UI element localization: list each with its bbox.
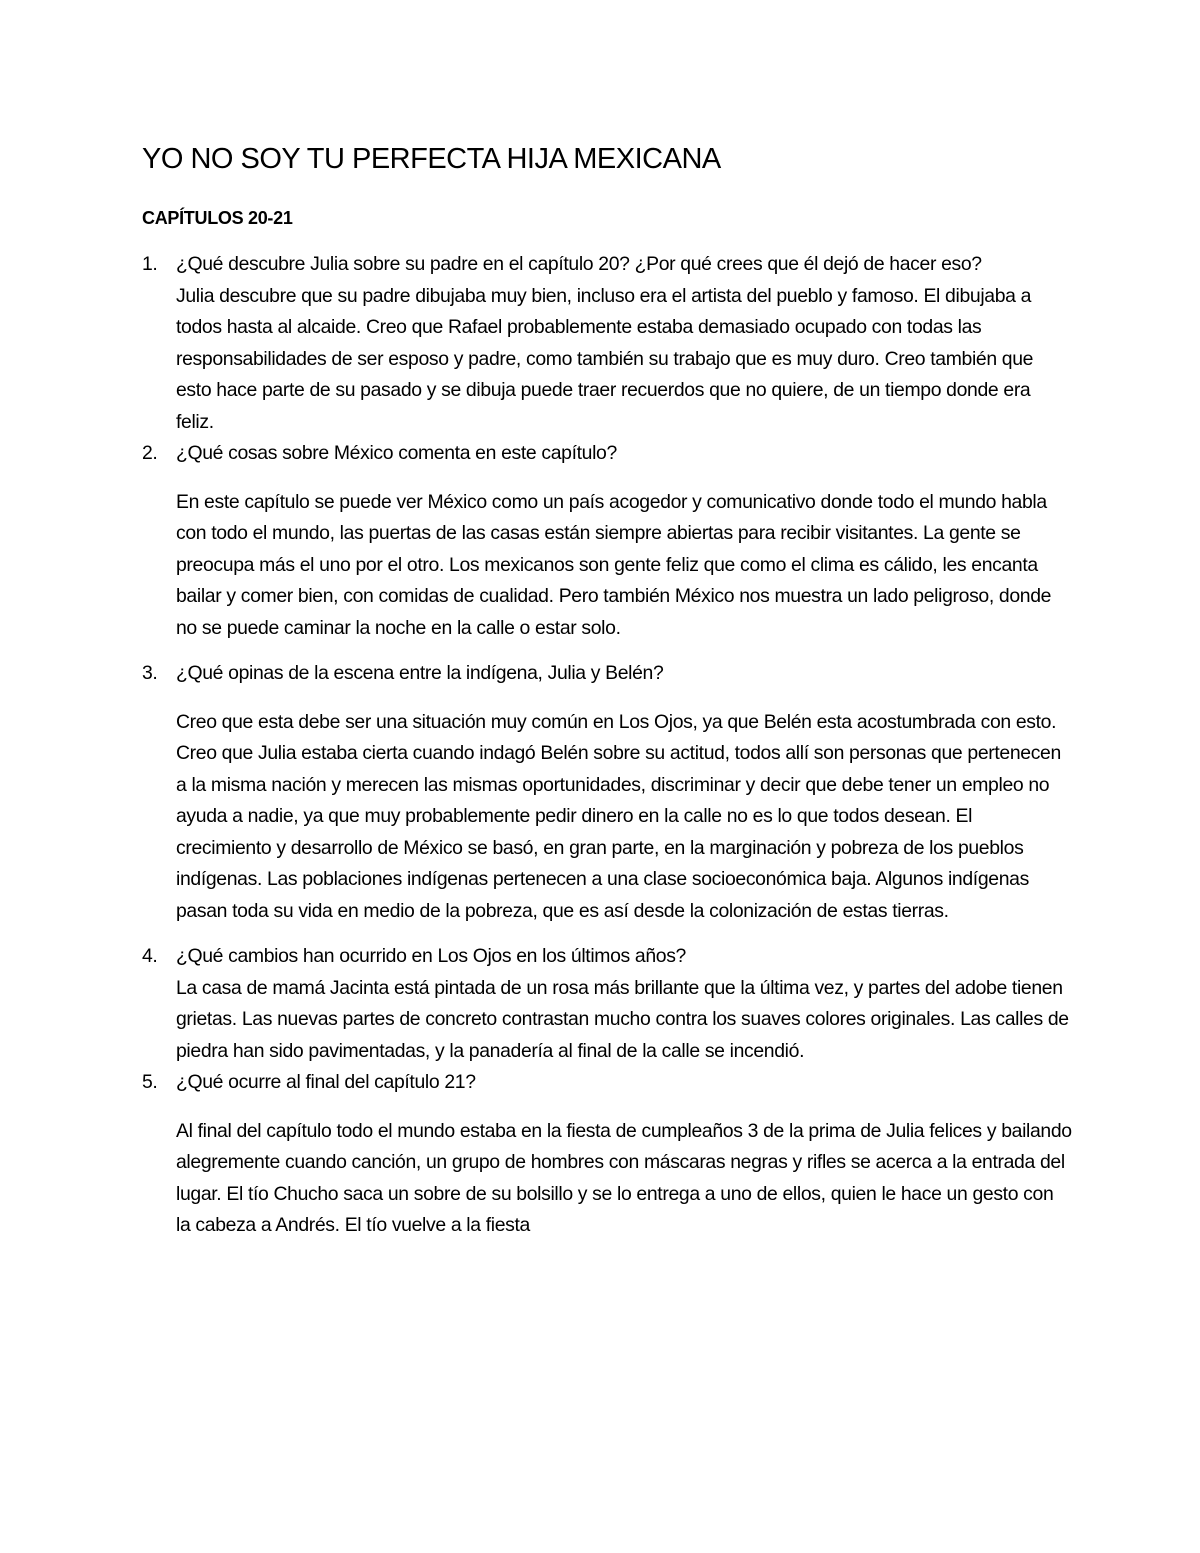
question-text: ¿Qué cosas sobre México comenta en este capítulo? xyxy=(176,442,617,464)
questions-list xyxy=(142,249,1072,1242)
question-item-4 xyxy=(142,941,1072,1067)
answer-text: En este capítulo se puede ver México como un país acogedor y comunicativo donde todo el mundo habla con todo el mundo, las puertas de las casas están siempre abiertas para recibir visitantes. La gente se preocupa más el uno por el otro. Los mexicanos son gente feliz que como el clima es cálido, les encanta bailar y comer bien, con comidas de cualidad. Pero también México nos muestra un lado peligroso, donde no se puede caminar la noche en la calle o estar solo. xyxy=(176,490,1052,639)
answer-text: La casa de mamá Jacinta está pintada de un rosa más brillante que la última vez, y partes del adobe tienen grietas. Las nuevas partes de concreto contrastan mucho contra los suaves colores originales. Las calles de piedra han sido pavimentadas, y la panadería al final de la calle se incendió. xyxy=(176,976,1069,1062)
question-text: ¿Qué descubre Julia sobre su padre en el capítulo 20? ¿Por qué crees que él dejó de hacer eso? xyxy=(176,253,982,275)
question-text: ¿Qué ocurre al final del capítulo 21? xyxy=(176,1071,476,1093)
question-item-3 xyxy=(142,658,1072,927)
question-text: ¿Qué cambios han ocurrido en Los Ojos en los últimos años? xyxy=(176,945,686,967)
answer-text: Al final del capítulo todo el mundo estaba en la fiesta de cumpleaños 3 de la prima de Julia felices y bailando alegremente cuando canción, un grupo de hombres con máscaras negras y rifles se acerca a la entrada del lugar. El tío Chucho saca un sobre de su bolsillo y se lo entrega a uno de ellos, quien le hace un gesto con la cabeza a Andrés. El tío vuelve a la fiesta xyxy=(176,1119,1072,1236)
question-number: 4. xyxy=(142,945,158,967)
answer-text: Julia descubre que su padre dibujaba muy bien, incluso era el artista del pueblo y famoso. El dibujaba a todos hasta al alcaide. Creo que Rafael probablemente estaba demasiado ocupado con todas las responsabilidades de ser esposo y padre, como también su trabajo que es muy duro. Creo también que esto hace parte de su pasado y se dibuja puede traer recuerdos que no quiere, de un tiempo donde era feliz. xyxy=(176,284,1034,433)
question-item-1 xyxy=(142,249,1072,438)
question-item-2 xyxy=(142,438,1072,644)
question-number: 3. xyxy=(142,662,158,684)
question-number: 1. xyxy=(142,253,158,275)
question-number: 2. xyxy=(142,442,158,464)
question-number: 5. xyxy=(142,1071,158,1093)
question-text: ¿Qué opinas de la escena entre la indígena, Julia y Belén? xyxy=(176,662,664,684)
answer-text: Creo que esta debe ser una situación muy común en Los Ojos, ya que Belén esta acostumbrada con esto. Creo que Julia estaba cierta cuando indagó Belén sobre su actitud, todos allí son personas que pertenecen a la misma nación y merecen las mismas oportunidades, discriminar y decir que debe tener un empleo no ayuda a nadie, ya que muy probablemente pedir dinero en la calle no es lo que todos desean. El crecimiento y desarrollo de México se basó, en gran parte, en la marginación y pobreza de los pueblos indígenas. Las poblaciones indígenas pertenecen a una clase socioeconómica baja. Algunos indígenas pasan toda su vida en medio de la pobreza, que es así desde la colonización de estas tierras. xyxy=(176,710,1061,922)
chapters-subtitle: CAPÍTULOS 20-21 xyxy=(142,208,293,228)
question-item-5 xyxy=(142,1067,1072,1242)
document-title: YO NO SOY TU PERFECTA HIJA MEXICANA xyxy=(142,143,721,175)
